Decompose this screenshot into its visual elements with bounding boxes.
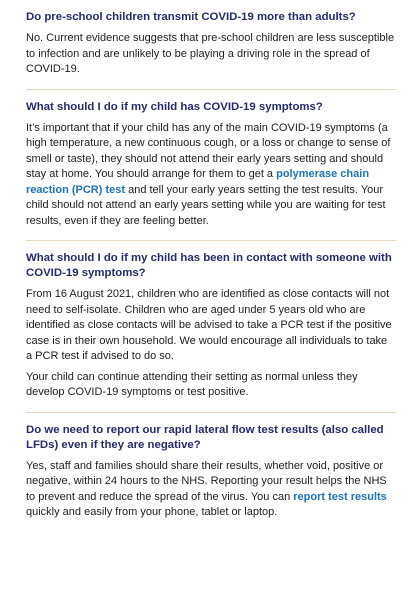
answer-text: It’s important that if your child has any of the main COVID-19 symptoms (a high temperature, a new continuous cough, or a loss or change to sense of smell or taste), they should not attend their early years setting and should stay at home. You should arrange for them to get a [26,121,391,180]
answer-text: From 16 August 2021, children who are identified as close contacts will not need to self-isolate. Children who are aged under 5 years old who are identified as close contacts will be advised to take a PCR test if the positive case is in their own household. We would encourage all individuals to take a PCR test if advised to do so. [26,288,392,362]
faq-lfd-reporting [26,423,396,532]
answer-paragraph [26,121,396,230]
faq-contact [26,251,396,413]
question-heading: What should I do if my child has been in contact with someone with COVID-19 symptoms? [26,252,392,279]
answer-paragraph [26,287,396,365]
faq-symptoms [26,100,396,242]
faq-transmission [26,10,396,90]
answer-text: Your child can continue attending their setting as normal unless they develop COVID-19 symptoms or test positive. [26,370,358,398]
pcr-test-link[interactable]: polymerase chain reaction (PCR) test [26,168,370,196]
answer-text: No. Current evidence suggests that pre-school children are less susceptible to infection and are unlikely to be playing a driving role in the spread of COVID-19. [26,32,395,75]
question-heading: Do pre-school children transmit COVID-19 more than adults? [26,11,356,23]
question-heading: What should I do if my child has COVID-19 symptoms? [26,100,323,113]
answer-text: quickly and easily from your phone, tablet or laptop. [26,506,278,518]
question-heading: Do we need to report our rapid lateral flow test results (also called LFDs) even if they are negative? [26,423,384,451]
answer-paragraph [26,31,396,78]
answer-text: and tell your early years setting the test results. Your child should not attend an early years setting while you are waiting for test results, even if they are feeling better. [26,183,386,227]
answer-text: Yes, staff and families should share their results, whether void, positive or negative, within 24 hours to the NHS. Reporting your result helps the NHS to prevent and reduce the spread of the virus. You can [26,459,387,503]
report-test-results-link[interactable]: report test results [293,490,387,503]
faq-document [26,10,396,542]
answer-paragraph [26,459,396,521]
answer-paragraph [26,370,396,401]
